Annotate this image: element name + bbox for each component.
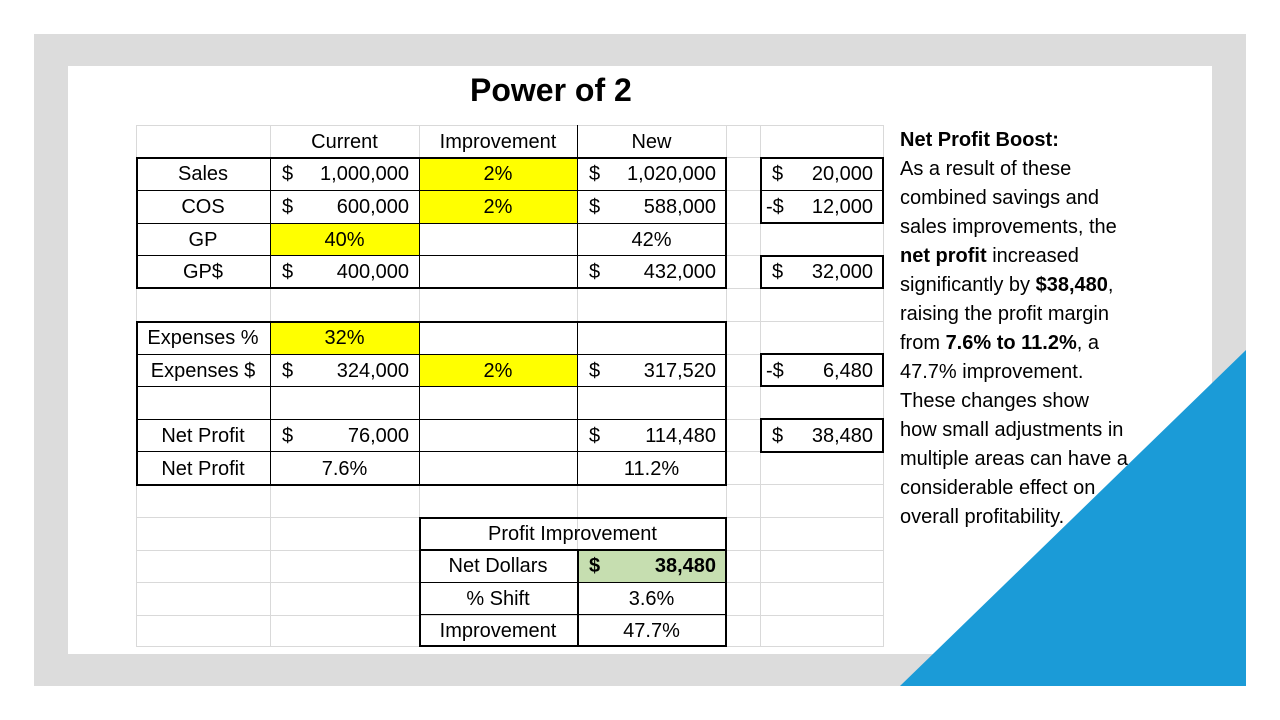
sales-new: $ 1,020,000 <box>589 163 716 185</box>
row-label-gp-dollars: GP$ <box>182 261 224 283</box>
row-label-gp: GP <box>188 229 218 251</box>
net-profit-percent-new: 11.2% <box>623 458 680 480</box>
row-label-expenses-percent: Expenses % <box>147 327 259 349</box>
cos-new: $ 588,000 <box>589 196 716 218</box>
sidebar-heading: Net Profit Boost: <box>900 129 1059 151</box>
row-label-net-profit: Net Profit <box>161 425 245 447</box>
cos-improvement: 2% <box>483 196 513 218</box>
improvement-label: Improvement <box>439 620 557 642</box>
sidebar-text-4: , a 47.7% improvement. These changes show how small adjustments in multiple areas can have a considerable effect on overall profitability. <box>900 332 1128 528</box>
shift-label: % Shift <box>466 588 530 610</box>
gp-new: 42% <box>631 229 672 251</box>
header-current: Current <box>311 131 378 153</box>
gp-dollars-current: $ 400,000 <box>282 261 409 283</box>
gp-current: 40% <box>324 229 365 251</box>
spreadsheet-table <box>136 125 884 647</box>
sidebar-text-1: As a result of these combined savings and sales improvements, the <box>900 158 1117 238</box>
net-profit-new: $ 114,480 <box>589 425 716 447</box>
sidebar-bold-2: $38,480 <box>1035 274 1108 296</box>
expenses-dollars-difference: -$ 6,480 <box>766 360 873 382</box>
sidebar-text-2: increased significantly by <box>900 245 1079 296</box>
net-profit-difference: $ 38,480 <box>772 425 873 447</box>
header-new: New <box>631 131 672 153</box>
net-profit-current: $ 76,000 <box>282 425 409 447</box>
cos-difference: -$ 12,000 <box>766 196 873 218</box>
slide-title: Power of 2 <box>470 72 632 108</box>
sales-current: $ 1,000,000 <box>282 163 409 185</box>
net-dollars-label: Net Dollars <box>448 555 548 577</box>
net-dollars-value: $ 38,480 <box>589 555 716 577</box>
header-improvement: Improvement <box>439 131 557 153</box>
expenses-percent-current: 32% <box>324 327 365 349</box>
sales-improvement: 2% <box>483 163 513 185</box>
row-label-cos: COS <box>181 196 225 218</box>
row-label-net-profit-percent: Net Profit <box>161 458 245 480</box>
expenses-dollars-current: $ 324,000 <box>282 360 409 382</box>
net-profit-percent-current: 7.6% <box>321 458 368 480</box>
row-label-sales: Sales <box>177 163 229 185</box>
net-profit-boost-text <box>900 126 1130 532</box>
profit-improvement-title: Profit Improvement <box>488 523 657 545</box>
cos-current: $ 600,000 <box>282 196 409 218</box>
gp-dollars-difference: $ 32,000 <box>772 261 873 283</box>
sales-difference: $ 20,000 <box>772 163 873 185</box>
improvement-value: 47.7% <box>623 620 680 642</box>
sidebar-bold-3: 7.6% to 11.2% <box>945 332 1077 354</box>
sidebar-bold-1: net profit <box>900 245 987 267</box>
row-label-expenses-dollars: Expenses $ <box>150 360 256 382</box>
expenses-dollars-improvement: 2% <box>483 360 513 382</box>
sidebar-text-3: , raising the profit margin from <box>900 274 1114 354</box>
shift-value: 3.6% <box>628 588 675 610</box>
expenses-dollars-new: $ 317,520 <box>589 360 716 382</box>
gp-dollars-new: $ 432,000 <box>589 261 716 283</box>
